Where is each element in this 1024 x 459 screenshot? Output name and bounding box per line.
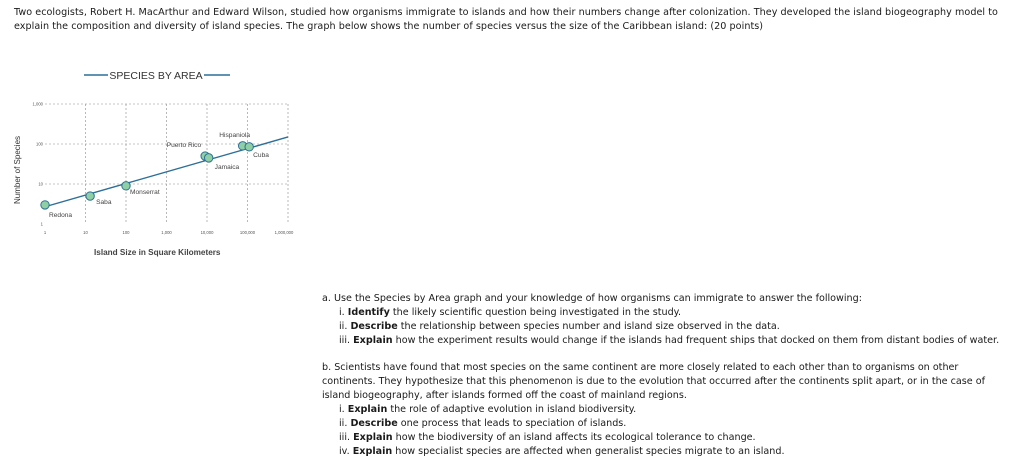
data-point	[41, 201, 49, 209]
data-point-label: Redona	[49, 211, 73, 219]
question-a-item: iii. Explain how the experiment results would change if the islands had frequent ships that docked on them from distant bodies of water.	[339, 335, 1000, 346]
question-b-item: iii. Explain how the biodiversity of an island affects its ecological tolerance to change.	[339, 432, 756, 443]
data-point-label: Puerto Rico	[166, 142, 202, 150]
question-b-item: ii. Describe one process that leads to speciation of islands.	[339, 418, 627, 429]
intro-paragraph: Two ecologists, Robert H. MacArthur and Edward Wilson, studied how organisms immigrate to islands and how their numbers change after colonization. They developed the island biogeography model to explain the composition and diversity of island species. The graph below shows the number of species versus the size of the Caribbean island: (20 points)	[14, 7, 998, 32]
data-point	[245, 143, 253, 151]
x-tick-label: 100,000	[239, 230, 256, 235]
chart-title: SPECIES BY AREA	[109, 70, 203, 82]
question-a-prompt: a. Use the Species by Area graph and your knowledge of how organisms can immigrate to answer the following:	[322, 293, 862, 304]
question-b-item: iv. Explain how specialist species are affected when generalist species migrate to an island.	[339, 446, 785, 457]
chart-svg	[0, 60, 300, 270]
x-tick-label: 1,000,000	[274, 230, 294, 235]
y-tick-label: 100	[36, 141, 43, 147]
data-point-label: Monserrat	[130, 188, 160, 196]
x-tick-label: 1	[43, 230, 47, 235]
question-a	[322, 292, 1012, 348]
y-tick-label: 1,000	[32, 101, 43, 107]
y-axis-label: Number of Species	[13, 135, 22, 205]
question-a-item: ii. Describe the relationship between species number and island size observed in the data.	[339, 321, 780, 332]
x-tick-label: 10,000	[200, 230, 214, 235]
data-point	[86, 192, 94, 200]
x-tick-label: 100	[122, 230, 130, 235]
y-tick-label: 10	[38, 181, 43, 187]
data-point	[204, 154, 212, 162]
grid-lines	[45, 104, 288, 224]
y-tick-label: 1	[40, 221, 43, 227]
question-b-prompt: b. Scientists have found that most species on the same continent are more closely related to each other than to organisms on other continents. They hypothesize that this phenomenon is due to the evolution that occurred after the continents split apart, or in the case of island biogeography, after islands formed off the coast of mainland regions.	[322, 362, 985, 401]
x-tick-label: 10	[83, 230, 88, 235]
data-point-label: Hispaniola	[219, 131, 251, 139]
species-area-chart	[0, 60, 300, 270]
x-axis-label: Island Size in Square Kilometers	[94, 248, 221, 257]
data-point-label: Saba	[96, 199, 112, 207]
question-b-item: i. Explain the role of adaptive evolution in island biodiversity.	[339, 404, 637, 415]
data-point-label: Cuba	[253, 151, 269, 159]
x-tick-label: 1,000	[161, 230, 172, 235]
question-b	[322, 361, 1012, 459]
data-point	[122, 182, 130, 190]
data-point-label: Jamaica	[214, 163, 240, 171]
question-a-item: i. Identify the likely scientific question being investigated in the study.	[339, 307, 682, 318]
